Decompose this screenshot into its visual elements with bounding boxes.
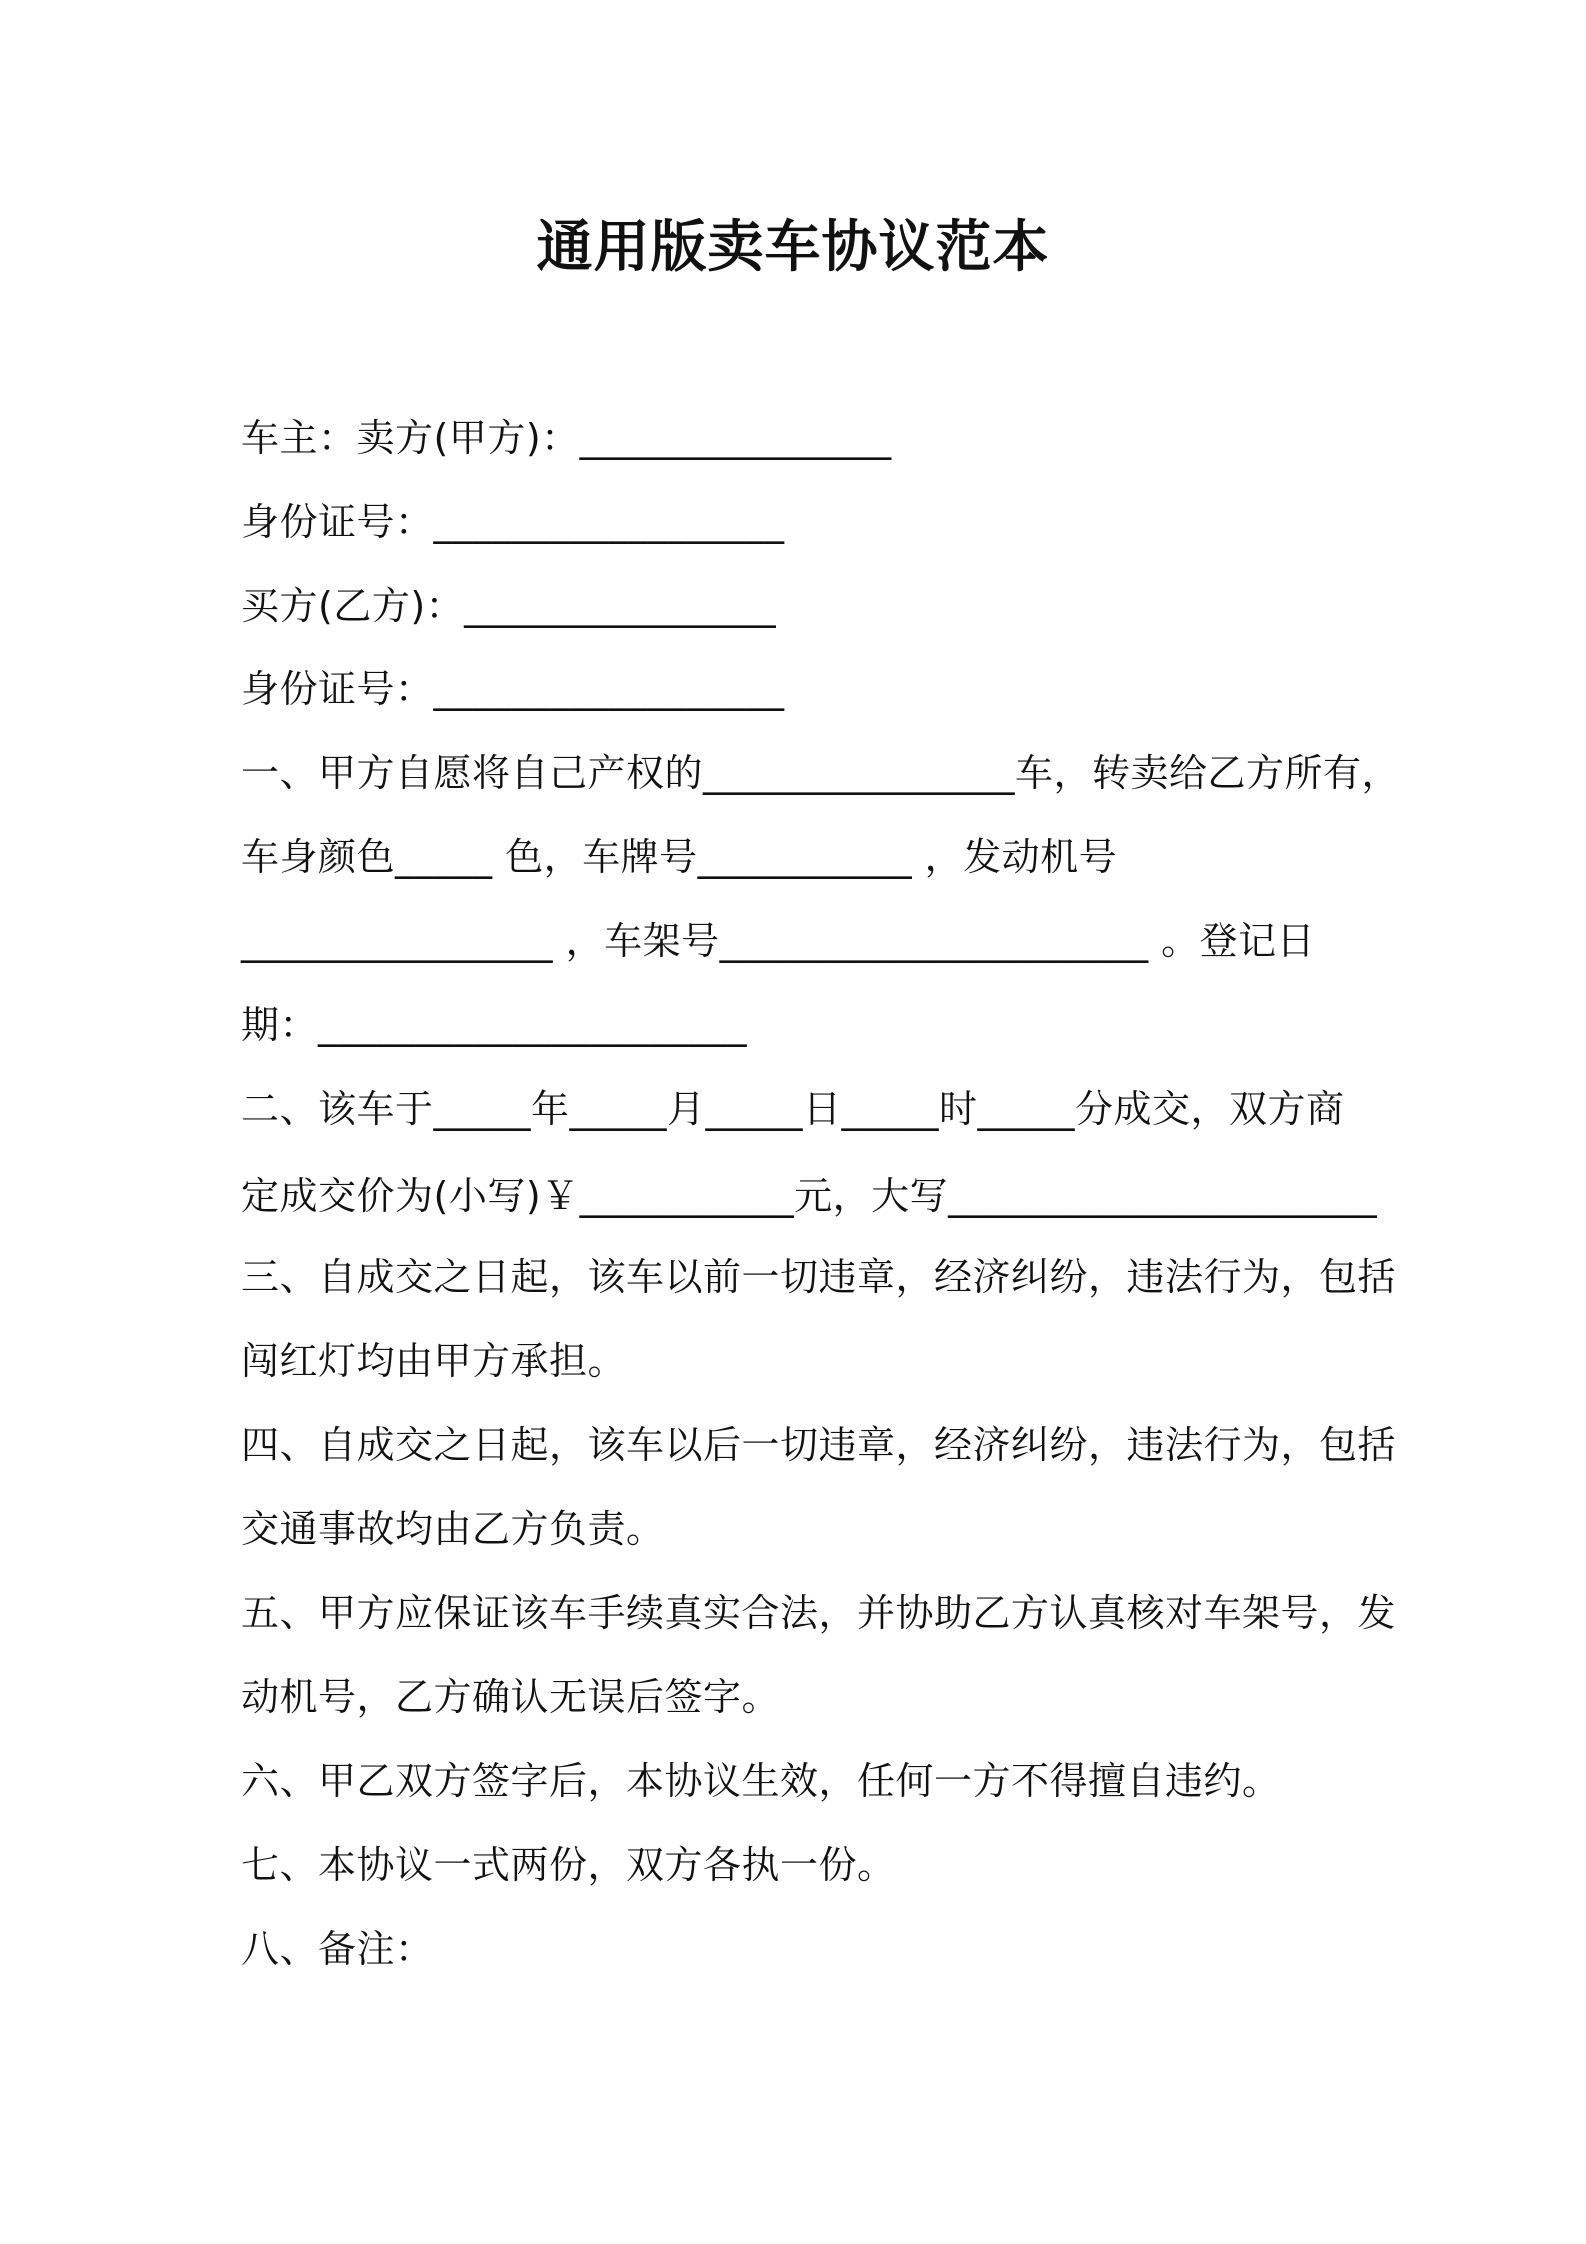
clause-4-line-2: 交通事故均由乙方负责。 [241, 1507, 665, 1551]
seller-id-line: 身份证号：__________________ [241, 500, 785, 544]
clause-3-line-1: 三、自成交之日起，该车以前一切违章，经济纠纷，违法行为，包括 [241, 1255, 1397, 1299]
clause-6-line: 六、甲乙双方签字后，本协议生效，任何一方不得擅自违约。 [241, 1759, 1281, 1803]
clause-5-line-1: 五、甲方应保证该车手续真实合法，并协助乙方认真核对车架号，发 [241, 1591, 1397, 1635]
seller-name-line: 车主：卖方(甲方)：________________ [241, 416, 892, 460]
clause-3-line-2: 闯红灯均由甲方承担。 [241, 1339, 627, 1383]
clause-1-line-3: ________________ ，车架号______________________ 。登记日 [241, 919, 1316, 963]
clause-1-line-1: 一、甲方自愿将自己产权的________________车，转卖给乙方所有， [241, 751, 1401, 795]
clause-8-remarks-line: 八、备注： [241, 1927, 434, 1971]
clause-4-line-1: 四、自成交之日起，该车以后一切违章，经济纠纷，违法行为，包括 [241, 1423, 1397, 1467]
clause-5-line-2: 动机号，乙方确认无误后签字。 [241, 1675, 781, 1719]
clause-1-line-2: 车身颜色_____ 色，车牌号___________ ，发动机号 [241, 835, 1118, 879]
clause-1-line-4: 期：______________________ [241, 1003, 748, 1047]
clause-2-line-2: 定成交价为(小写)￥___________元，大写______________________ [241, 1174, 1378, 1218]
clause-7-line: 七、本协议一式两份，双方各执一份。 [241, 1843, 896, 1887]
buyer-name-line: 买方(乙方)：________________ [241, 584, 777, 628]
document-title: 通用版卖车协议范本 [536, 215, 1050, 280]
buyer-id-line: 身份证号：__________________ [241, 667, 785, 711]
clause-2-line-1: 二、该车于_____年_____月_____日_____时_____分成交，双方商 [241, 1087, 1345, 1131]
